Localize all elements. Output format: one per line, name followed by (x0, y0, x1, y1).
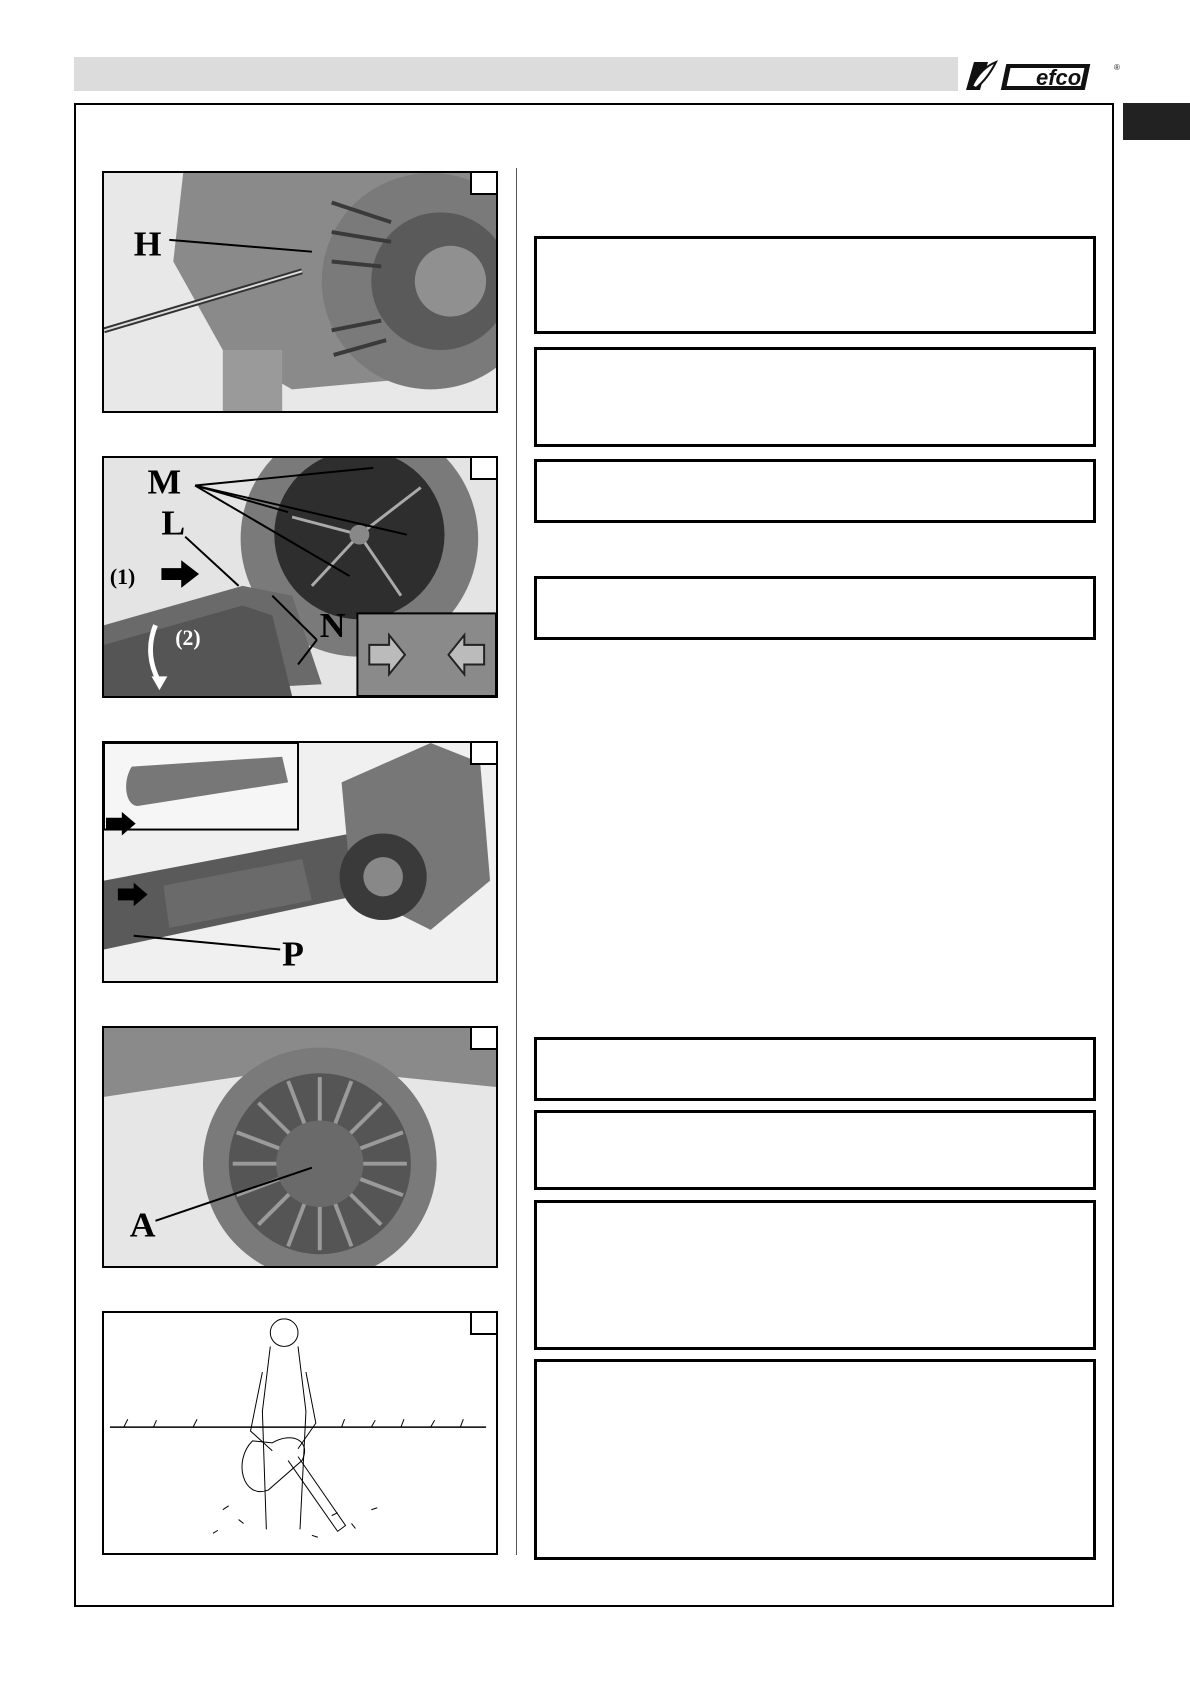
text-box-4 (534, 576, 1096, 640)
text-box-1 (534, 236, 1096, 334)
callout-M: M (147, 461, 182, 502)
text-box-5 (534, 1037, 1096, 1101)
callout-1: (1) (109, 564, 136, 589)
figure-number-box (470, 1313, 496, 1335)
brand-text: efco (1036, 65, 1082, 90)
figure-3-photo (102, 741, 498, 983)
figure-4-photo (102, 1026, 498, 1268)
text-box-6 (534, 1110, 1096, 1190)
registered-mark: ® (1114, 63, 1120, 72)
text-box-3 (534, 459, 1096, 523)
column-divider (516, 168, 517, 1555)
figure-1-photo (102, 171, 498, 413)
figure-number-box (470, 1028, 496, 1050)
callout-N: N (319, 605, 346, 645)
figure-5-illustration (102, 1311, 498, 1555)
callout-2: (2) (175, 625, 201, 650)
callout-H: H (133, 223, 162, 264)
brand-logo (964, 56, 1124, 94)
figure-2-photo (102, 456, 498, 698)
text-box-2 (534, 347, 1096, 447)
section-tab (1123, 103, 1190, 140)
callout-P: P (282, 933, 304, 974)
text-box-7 (534, 1200, 1096, 1350)
figure-number-box (470, 173, 496, 195)
text-box-8 (534, 1359, 1096, 1560)
leaf-icon (966, 62, 996, 90)
header-bar (74, 57, 958, 91)
figure-number-box (470, 458, 496, 480)
callout-A: A (129, 1204, 156, 1245)
callout-L: L (161, 502, 186, 543)
figure-number-box (470, 743, 496, 765)
